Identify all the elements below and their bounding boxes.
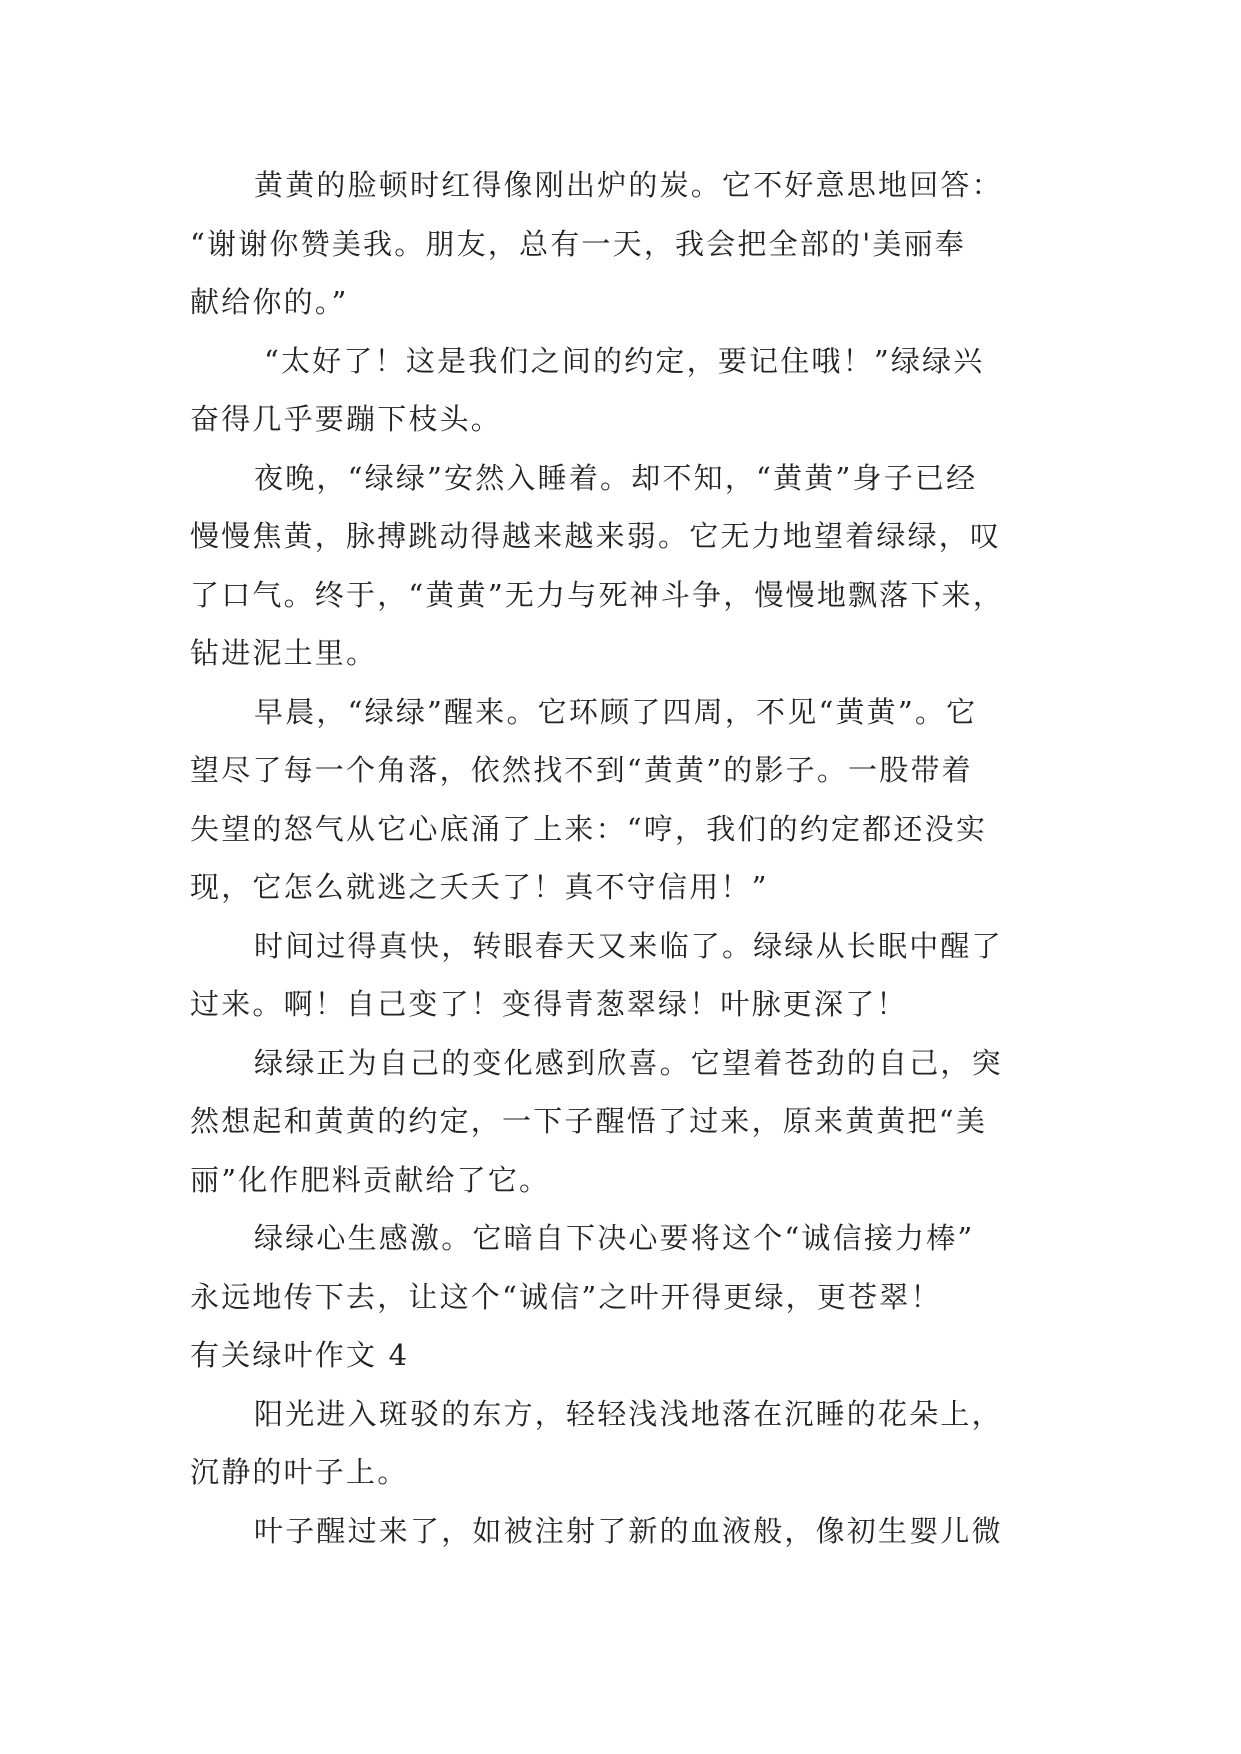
text-line: 阳光进入斑驳的东方，轻轻浅浅地落在沉睡的花朵上， (254, 1396, 1003, 1431)
text-line: 慢慢焦黄，脉搏跳动得越来越来弱。它无力地望着绿绿，叹 (190, 519, 1002, 553)
text-line: 绿绿正为自己的变化感到欣喜。它望着苍劲的自己，突 (254, 1045, 1003, 1080)
document-body (190, 156, 1080, 1560)
text-line: 早晨，“绿绿”醒来。它环顾了四周，不见“黄黄”。它 (254, 694, 978, 729)
paragraph (190, 917, 1080, 1034)
text-line: 失望的怒气从它心底涌了上来：“哼，我们的约定都还没实 (190, 811, 988, 846)
text-line: 黄黄的脸顿时红得像刚出炉的炭。它不好意思地回答： (254, 168, 1003, 202)
text-line: “谢谢你赞美我。朋友，总有一天，我会把全部的'美丽奉 (190, 226, 966, 261)
text-line: 奋得几乎要蹦下枝头。 (190, 402, 503, 436)
text-line: 夜晚，“绿绿”安然入睡着。却不知，“黄黄”身子已经 (254, 460, 978, 495)
text-line: 时间过得真快，转眼春天又来临了。绿绿从长眠中醒了 (254, 928, 1003, 963)
text-line: 然想起和黄黄的约定，一下子醒悟了过来，原来黄黄把“美 (190, 1104, 988, 1138)
paragraph (190, 1502, 1080, 1561)
text-line: 沉静的叶子上。 (190, 1455, 409, 1489)
paragraph (190, 449, 1080, 683)
text-line: 望尽了每一个角落，依然找不到“黄黄”的影子。一股带着 (190, 753, 973, 787)
paragraph (190, 1209, 1080, 1326)
text-line: 现，它怎么就逃之夭夭了！真不守信用！” (190, 870, 769, 904)
text-line: 丽”化作肥料贡献给了它。 (190, 1162, 551, 1197)
section-heading: 有关绿叶作文 4 (190, 1338, 410, 1372)
text-line: 叶子醒过来了，如被注射了新的血液般，像初生婴儿微 (254, 1513, 1003, 1548)
paragraph (190, 156, 1080, 332)
text-line: “太好了！这是我们之间的约定，要记住哦！”绿绿兴 (264, 343, 985, 378)
text-line: 了口气。终于，“黄黄”无力与死神斗争，慢慢地飘落下来， (190, 577, 1005, 612)
text-line: 献给你的。” (190, 285, 349, 319)
text-line: 绿绿心生感激。它暗自下决心要将这个“诚信接力棒” (254, 1221, 975, 1255)
paragraph (190, 1034, 1080, 1210)
text-line: 钻进泥土里。 (190, 636, 378, 670)
text-line: 过来。啊！自己变了！变得青葱翠绿！叶脉更深了！ (190, 987, 908, 1021)
paragraph (190, 1385, 1080, 1502)
text-line: 永远地传下去，让这个“诚信”之叶开得更绿，更苍翠！ (190, 1279, 942, 1314)
paragraph (190, 683, 1080, 917)
paragraph (190, 332, 1080, 449)
